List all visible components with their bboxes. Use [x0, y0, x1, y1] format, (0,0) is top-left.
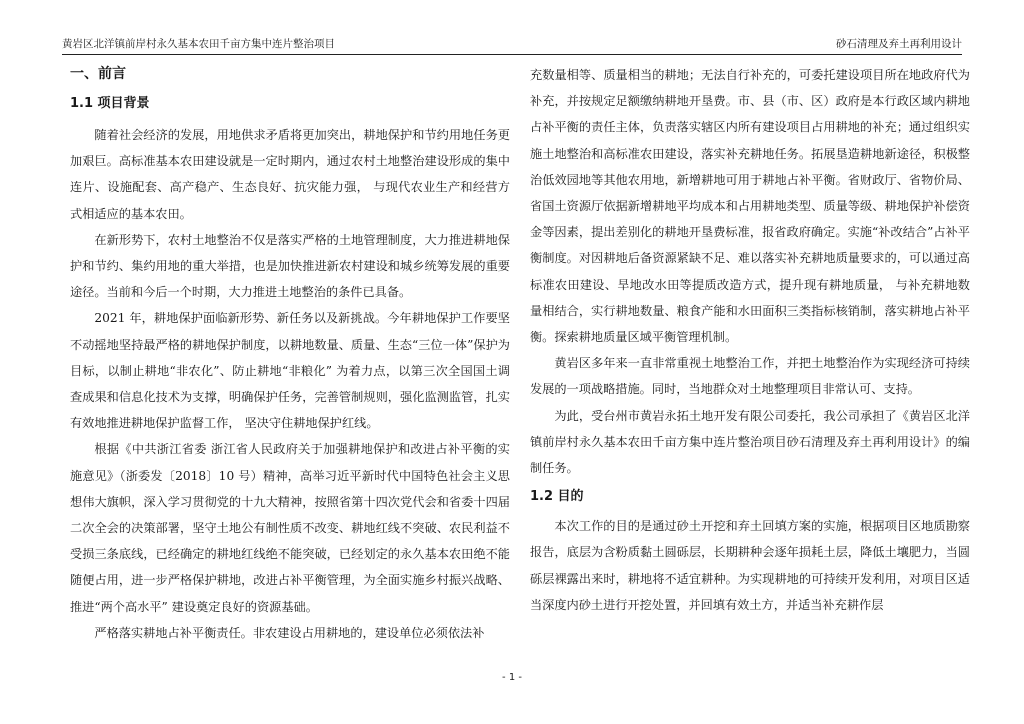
header-project-title: 黄岩区北洋镇前岸村永久基本农田千亩方集中连片整治项目 [62, 38, 335, 50]
paragraph: 在新形势下，农村土地整治不仅是落实严格的土地管理制度，大力推进耕地保护和节约、集约用地的重大举措，也是加快推进新农村建设和城乡统筹发展的重要途径。当前和今后一个时期，大力推进土地整治的条件已具备。 [70, 232, 510, 300]
paragraph: 随着社会经济的发展，用地供求矛盾将更加突出，耕地保护和节约用地任务更加艰巨。高标准基本农田建设就是一定时期内，通过农村土地整治建设形成的集中连片、设施配套、高产稳产、生态良好、抗灾能力强， 与现代农业生产和经营方式相适应的基本农田。 [70, 128, 510, 221]
header-document-title: 砂石清理及弃土再利用设计 [836, 38, 962, 50]
page-header [62, 36, 962, 55]
subsection-title-purpose: 1.2 目的 [530, 489, 584, 505]
left-column [70, 62, 510, 662]
paragraph: 根据《中共浙江省委 浙江省人民政府关于加强耕地保护和改进占补平衡的实施意见》（浙委发〔2018〕10 号）精神，高举习近平新时代中国特色社会主义思想伟大旗帜，深入学习贯彻党的十九大精神，按照省第十四次党代会和省委十四届二次全会的决策部署，坚守土地公有制性质不改变、耕地红线不突破、农民利益不受损三条底线，已经确定的耕地红线绝不能突破，已经划定的永久基本农田绝不能随便占用，进一步严格保护耕地，改进占补平衡管理，为全面实施乡村振兴战略、推进“两个高水平” 建设奠定良好的资源基础。 [70, 442, 510, 614]
paragraph: 为此，受台州市黄岩永拓土地开发有限公司委托，我公司承担了《黄岩区北洋镇前岸村永久基本农田千亩方集中连片整治项目砂石清理及弃土再利用设计》的编制任务。 [530, 408, 970, 476]
section-title: 一、前言 [70, 66, 126, 82]
paragraph: 黄岩区多年来一直非常重视土地整治工作，并把土地整治作为实现经济可持续发展的一项战略措施。同时，当地群众对土地整理项目非常认可、支持。 [530, 356, 970, 397]
paragraph: 2021 年，耕地保护面临新形势、新任务以及新挑战。今年耕地保护工作要坚不动摇地坚持最严格的耕地保护制度，以耕地数量、质量、生态“三位一体”保护为目标，以制止耕地“非农化”、防止耕地“非粮化” 为着力点，以第三次全国国土调查成果和信息化技术为支撑，明确保护任务，完善管制规则，强化监测监管，扎实有效地推进耕地保护监督工作， 坚决守住耕地保护红线。 [70, 311, 510, 431]
right-column [530, 62, 970, 662]
paragraph: 充数量相等、质量相当的耕地；无法自行补充的，可委托建设项目所在地政府代为补充，并按规定足额缴纳耕地开垦费。市、县（市、区）政府是本行政区域内耕地占补平衡的责任主体，负责落实辖区内所有建设项目占用耕地的补充；通过组织实施土地整治和高标准农田建设，落实补充耕地任务。拓展垦造耕地新途径，积极整治低效园地等其他农用地，新增耕地可用于耕地占补平衡。省财政厅、省物价局、省国土资源厅依据新增耕地平均成本和占用耕地类型、质量等级、耕地保护补偿资金等因素，提出差别化的耕地开垦费标准，报省政府确定。实施“补改结合”占补平衡制度。对因耕地后备资源紧缺不足、难以落实补充耕地质量要求的，可以通过高标准农田建设、旱地改水田等提质改造方式，提升现有耕地质量， 与补充耕地数量相结合，实行耕地数量、粮食产能和水田面积三类指标核销制，落实耕地占补平衡。探索耕地质量区域平衡管理机制。 [530, 68, 970, 345]
page-number: - 1 - [502, 672, 522, 683]
paragraph: 本次工作的目的是通过砂土开挖和弃土回填方案的实施，根据项目区地质勘察报告，底层为含粉质黏土圆砾层，长期耕种会逐年损耗土层，降低土壤肥力，当圆砾层裸露出来时，耕地将不适宜耕种。为实现耕地的可持续开发利用，对项目区适当深度内砂土进行开挖处置，并回填有效土方，并适当补充耕作层 [530, 519, 970, 612]
paragraph: 严格落实耕地占补平衡责任。非农建设占用耕地的，建设单位必须依法补 [94, 625, 485, 640]
subsection-title-background: 1.1 项目背景 [70, 96, 150, 111]
